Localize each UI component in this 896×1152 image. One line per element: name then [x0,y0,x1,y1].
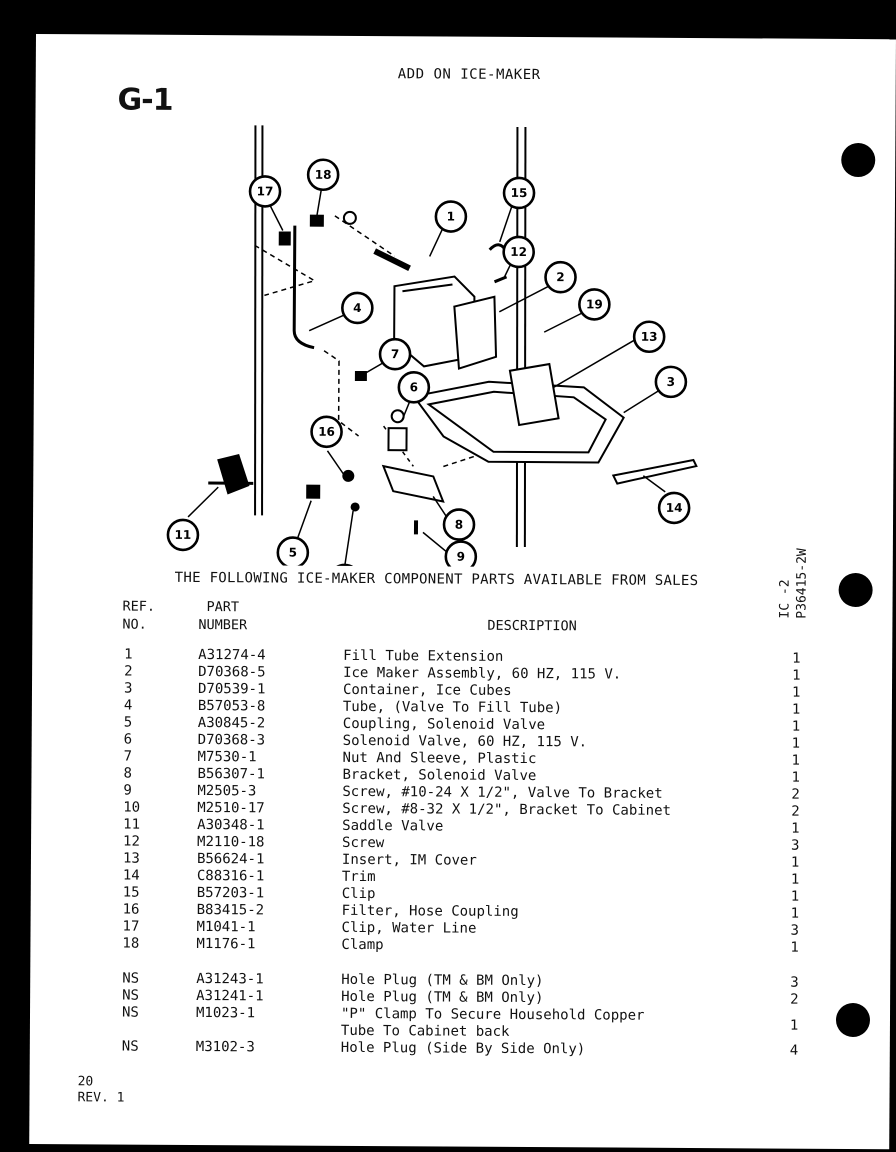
callout-1 [436,201,466,231]
table-row-ns: NS M3102-3 Hole Plug (Side By Side Only) 4 [121,1038,799,1059]
svg-text:5: 5 [288,545,298,560]
page-title: ADD ON ICE-MAKER [397,66,541,84]
part-header [198,598,247,634]
callout-6 [399,372,429,402]
table-row: 7 M7530-1 Nut And Sleeve, Plastic 1 [123,748,801,769]
table-row: 14 C88316-1 Trim 1 [122,867,800,888]
table-row: 3 D70539-1 Container, Ice Cubes 1 [123,680,801,701]
table-row: 2 D70368-5 Ice Maker Assembly, 60 HZ, 115 V. 1 [124,663,801,684]
table-row: 12 M2110-18 Screw 3 [123,833,800,854]
table-row: 9 M2505-3 Screw, #10-24 X 1/2", Valve To Bracket 2 [123,782,800,803]
callout-2 [545,262,575,292]
svg-text:12: 12 [510,244,528,260]
table-row: 1 A31274-4 Fill Tube Extension 1 [124,646,801,667]
side-codes [772,539,833,629]
callout-16 [311,417,341,447]
svg-text:18: 18 [314,167,332,182]
callout-19 [579,289,609,319]
part-header-line1: PART [206,599,240,616]
callout-13 [634,322,664,352]
revision: REV. 1 [77,1090,125,1106]
table-row-ns: NS A31241-1 Hole Plug (TM & BM Only) 2 [122,987,799,1008]
scan-artifact [0,1140,28,1152]
table-row: 6 D70368-3 Solenoid Valve, 60 HZ, 115 V. 1 [123,731,801,752]
page-number: 20 [77,1074,94,1090]
callout-18 [308,160,338,190]
binder-hole [841,143,875,177]
svg-text:15: 15 [510,185,528,201]
callout-14 [659,493,689,523]
binder-hole [836,1003,870,1037]
svg-text:8: 8 [454,517,464,532]
exploded-parts-diagram [143,115,706,568]
parts-table [32,646,892,1059]
table-row-ns-continued: Tube To Cabinet back 1 [340,1017,799,1040]
callout-8 [444,510,474,540]
svg-text:13: 13 [640,329,658,344]
svg-text:7: 7 [390,347,400,362]
table-row: 4 B57053-8 Tube, (Valve To Fill Tube) 1 [123,697,801,718]
table-row: 16 B83415-2 Filter, Hose Coupling 1 [122,901,800,922]
svg-text:4: 4 [353,300,362,315]
callout-12 [504,237,534,267]
catalog-page [29,34,896,1149]
svg-text:1: 1 [446,209,456,224]
callout-17 [250,176,280,206]
svg-text:16: 16 [318,424,335,439]
table-row: 15 B57203-1 Clip 1 [122,884,800,905]
part-header-line2: NUMBER [198,617,248,634]
description-header: DESCRIPTION [487,617,577,635]
table-row-ns: NS A31243-1 Hole Plug (TM & BM Only) 3 [122,970,799,991]
binder-hole [839,573,873,607]
side-code-2: P36415-2W [794,548,810,619]
ref-header [122,598,155,634]
callout-9 [446,542,476,569]
table-row-ns: NS M1023-1 "P" Clamp To Secure Household Copper [121,1004,645,1024]
callout-7 [380,339,410,369]
diagram-svg [143,115,706,568]
svg-text:2: 2 [556,270,565,285]
svg-text:11: 11 [174,527,192,542]
parts-subtitle: THE FOLLOWING ICE-MAKER COMPONENT PARTS AVAILABLE FROM SALES [174,569,699,590]
table-row: 13 B56624-1 Insert, IM Cover 1 [122,850,800,871]
callout-11 [168,520,198,550]
ref-header-line1: REF. [122,598,156,615]
svg-text:9: 9 [456,549,466,564]
callout-3 [656,367,686,397]
table-row: 5 A30845-2 Coupling, Solenoid Valve 1 [123,714,801,735]
side-code-1: IC -2 [777,579,793,619]
svg-text:14: 14 [665,500,683,515]
svg-text:19: 19 [585,297,603,312]
table-row: 10 M2510-17 Screw, #8-32 X 1/2", Bracket To Cabinet 2 [123,799,800,820]
svg-text:17: 17 [256,184,274,199]
table-row: 18 M1176-1 Clamp 1 [122,935,799,956]
svg-text:6: 6 [409,380,419,395]
table-row: 8 B56307-1 Bracket, Solenoid Valve 1 [123,765,800,786]
callout-10 [330,565,360,568]
section-code: G-1 [117,82,173,118]
table-row: 17 M1041-1 Clip, Water Line 3 [122,918,800,939]
callout-15 [504,178,534,208]
callout-5 [278,537,308,567]
table-row: 11 A30348-1 Saddle Valve 1 [123,816,800,837]
ref-header-line2: NO. [122,616,147,633]
svg-text:3: 3 [666,374,676,389]
callout-4 [342,293,372,323]
